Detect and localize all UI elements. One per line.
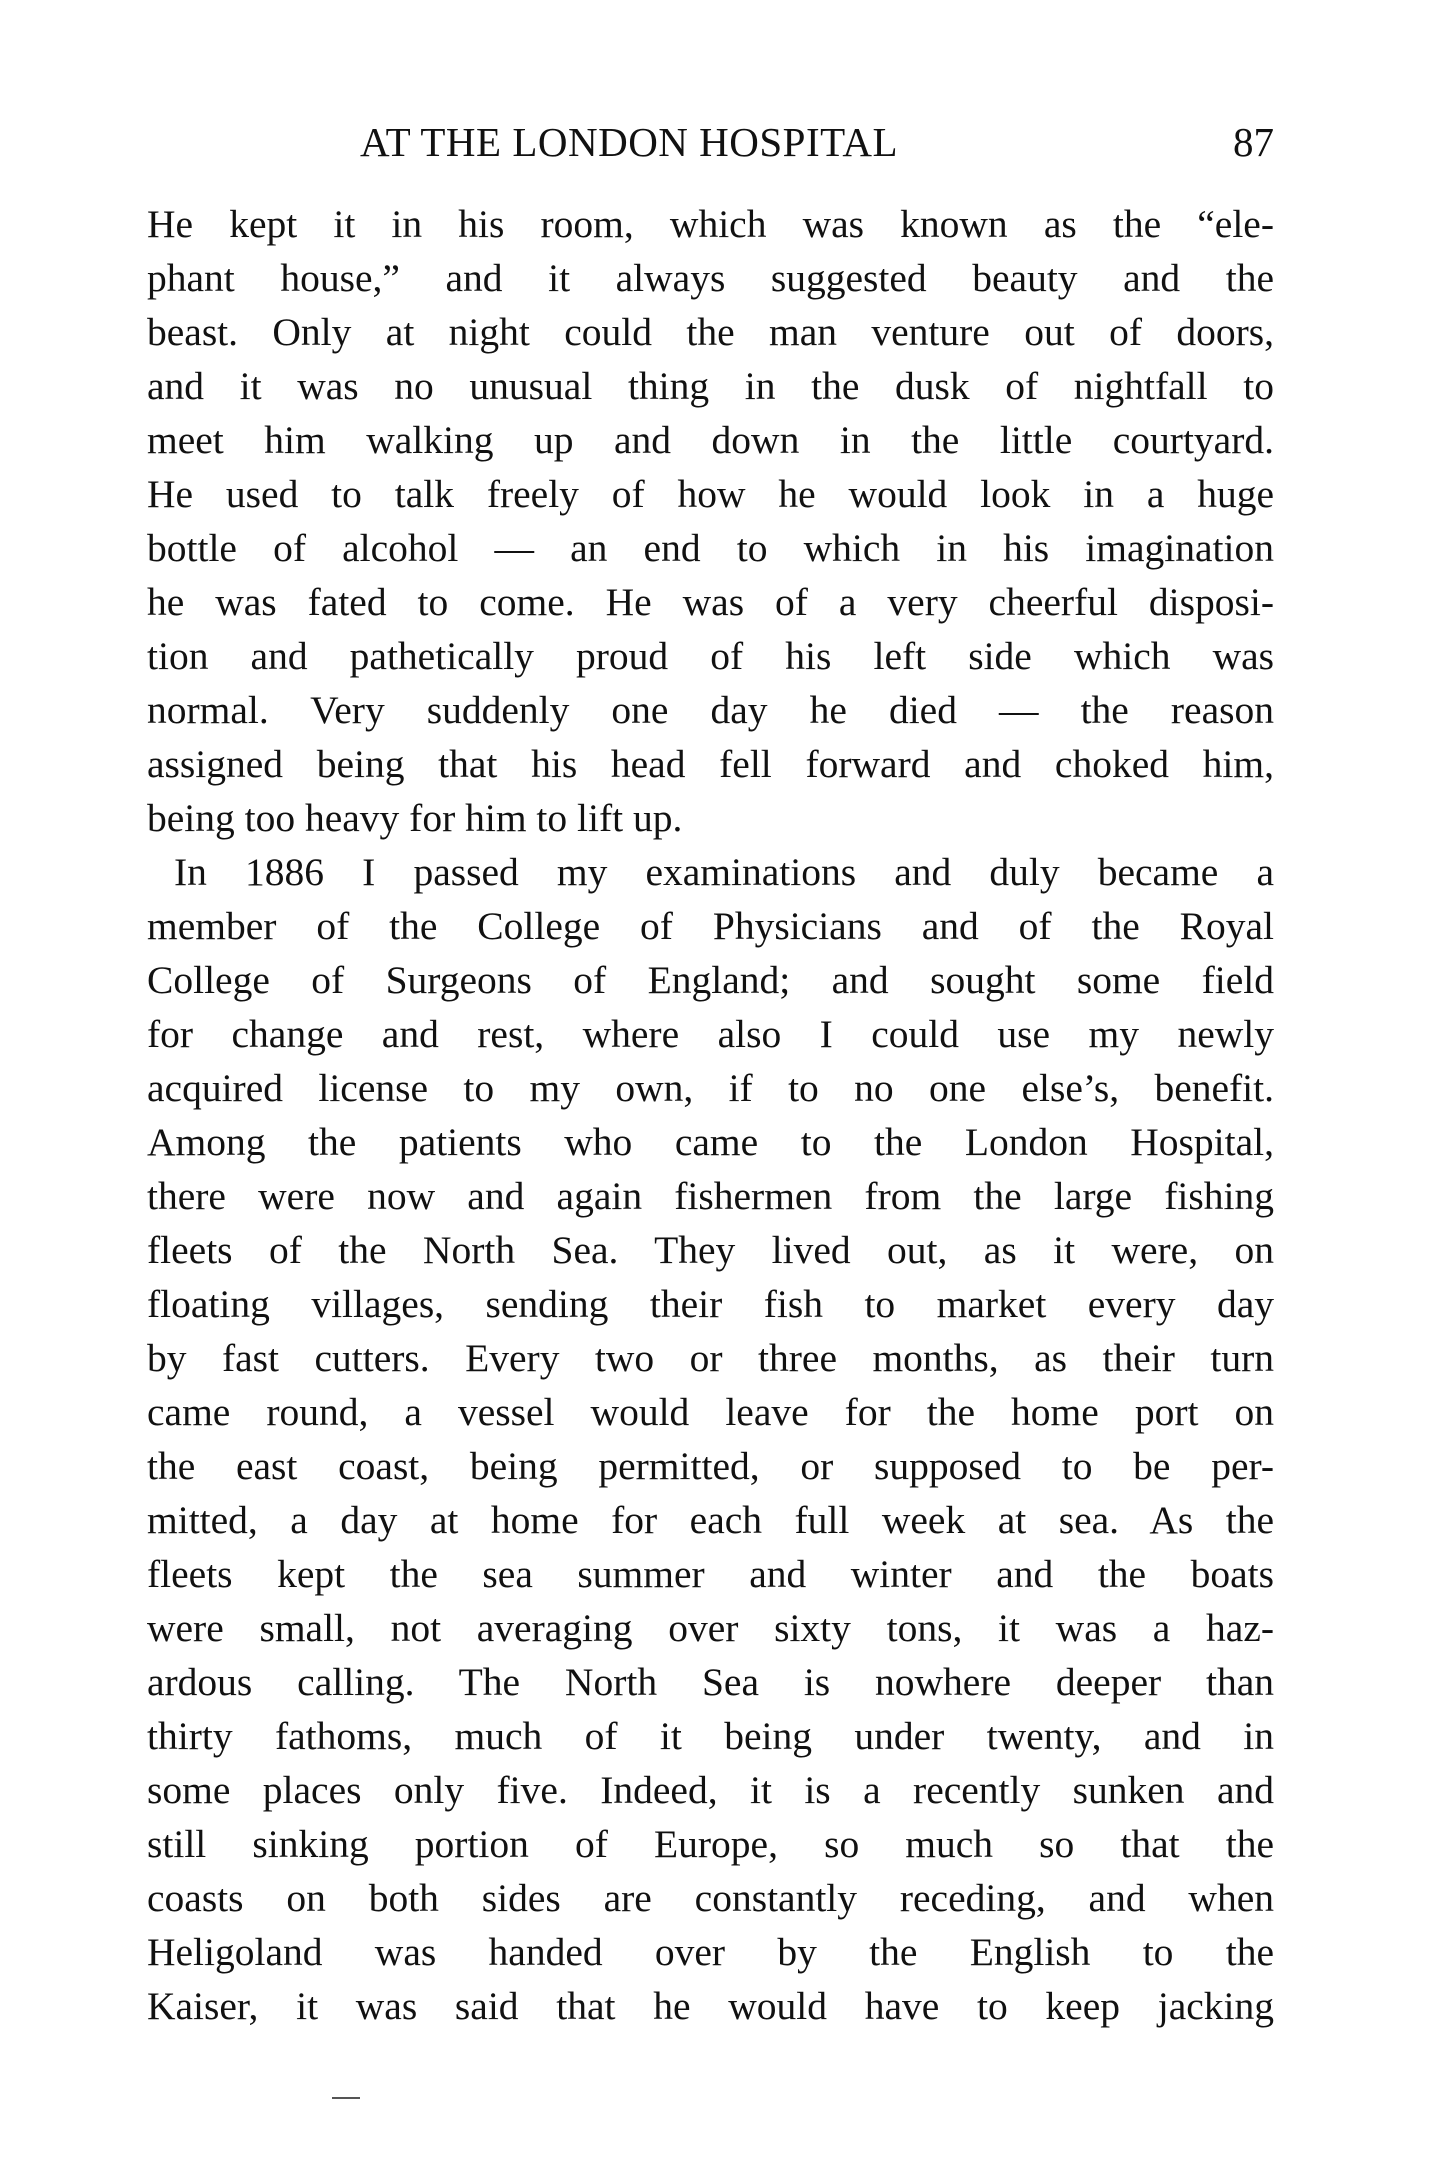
footer-rule [332, 2097, 360, 2099]
text-line: bottle of alcohol — an end to which in his imagination [147, 526, 1274, 570]
text-line: beast. Only at night could the man venture out of doors, [147, 310, 1274, 354]
text-line: tion and pathetically proud of his left side which was [147, 634, 1274, 678]
text-line: meet him walking up and down in the little courtyard. [147, 418, 1274, 462]
text-line: for change and rest, where also I could use my newly [147, 1012, 1274, 1056]
text-line: He used to talk freely of how he would look in a huge [147, 472, 1274, 516]
text-line: phant house,” and it always suggested beauty and the [147, 256, 1274, 300]
text-line: coasts on both sides are constantly receding, and when [147, 1876, 1274, 1920]
text-line: floating villages, sending their fish to market every day [147, 1282, 1274, 1326]
text-line: In 1886 I passed my examinations and duly became a [174, 850, 1274, 894]
running-head [147, 118, 1274, 178]
running-title: AT THE LONDON HOSPITAL [360, 119, 899, 165]
text-line: came round, a vessel would leave for the home port on [147, 1390, 1274, 1434]
text-line: member of the College of Physicians and of the Royal [147, 904, 1274, 948]
text-line: some places only five. Indeed, it is a recently sunken and [147, 1768, 1274, 1812]
body-text [147, 197, 1274, 2033]
text-line: He kept it in his room, which was known as the “ele- [147, 202, 1274, 246]
text-line: fleets kept the sea summer and winter and the boats [147, 1552, 1274, 1596]
text-line: still sinking portion of Europe, so much so that the [147, 1822, 1274, 1866]
text-line: fleets of the North Sea. They lived out, as it were, on [147, 1228, 1274, 1272]
text-line: Kaiser, it was said that he would have to keep jacking [147, 1984, 1274, 2028]
text-line: by fast cutters. Every two or three months, as their turn [147, 1336, 1274, 1380]
text-line: assigned being that his head fell forward and choked him, [147, 742, 1274, 786]
text-line: the east coast, being permitted, or supposed to be per- [147, 1444, 1274, 1488]
text-line: normal. Very suddenly one day he died — the reason [147, 688, 1274, 732]
text-line: he was fated to come. He was of a very cheerful disposi- [147, 580, 1274, 624]
text-line: mitted, a day at home for each full week at sea. As the [147, 1498, 1274, 1542]
text-line: were small, not averaging over sixty tons, it was a haz- [147, 1606, 1274, 1650]
text-line: there were now and again fishermen from the large fishing [147, 1174, 1274, 1218]
text-line: acquired license to my own, if to no one else’s, benefit. [147, 1066, 1274, 1110]
page-number: 87 [1233, 119, 1274, 165]
text-line: Among the patients who came to the London Hospital, [147, 1120, 1274, 1164]
text-line: thirty fathoms, much of it being under twenty, and in [147, 1714, 1274, 1758]
text-line: being too heavy for him to lift up. [147, 796, 683, 840]
text-line: Heligoland was handed over by the English to the [147, 1930, 1274, 1974]
text-line: and it was no unusual thing in the dusk of nightfall to [147, 364, 1274, 408]
text-line: ardous calling. The North Sea is nowhere deeper than [147, 1660, 1274, 1704]
text-line: College of Surgeons of England; and sought some field [147, 958, 1274, 1002]
